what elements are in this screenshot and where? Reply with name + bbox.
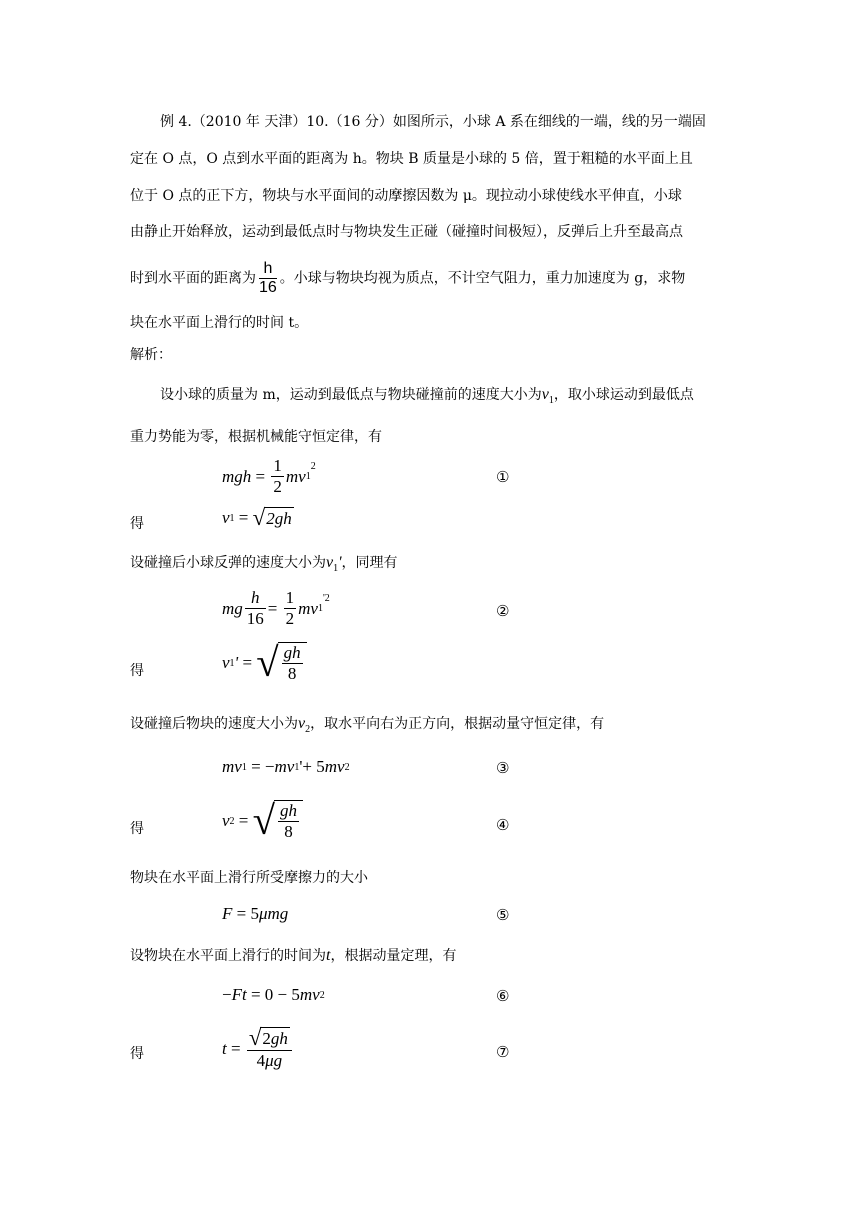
problem-line-5-a: 时到水平面的距离为 — [130, 270, 256, 287]
result-row-2 — [0, 640, 860, 700]
equation-1: mgh = $\frac{1}{2}$ mv 1 $^2$ — [222, 456, 316, 496]
problem-line-5-b: 。小球与物块均视为质点，不计空气阻力，重力加速度为 g，求物 — [279, 270, 686, 287]
solution-para-6: 设物块在水平面上滑行的时间为t，根据动量定理，有 — [130, 947, 457, 964]
problem-line-2: 定在 O 点，O 点到水平面的距离为 h。物块 B 质量是小球的 5 倍，置于粗糙的水平面上且 — [130, 151, 693, 167]
solution-para-5: 物块在水平面上滑行所受摩擦力的大小 — [130, 870, 368, 886]
result-row-1 — [0, 505, 860, 565]
equation-number-4: ④ — [496, 816, 510, 834]
result-v1-prime: v 1 ' = √ $\frac{gh}{8}$ — [222, 642, 307, 684]
equation-number-7: ⑦ — [496, 1043, 510, 1061]
de-label-1: 得 — [130, 516, 144, 532]
problem-line-5 — [130, 260, 685, 297]
equation-number-1: ① — [496, 468, 510, 486]
solution-heading: 解析： — [130, 347, 172, 363]
result-v1: v 1 = √ 2gh — [222, 505, 292, 530]
equation-2: mg $\frac{h}{16}$ = $\frac{1}{2}$ mv 1 $^{'2}$ — [222, 588, 330, 628]
equation-7: t = √ 2 gh 4μg — [222, 1027, 294, 1071]
equation-row-2 — [0, 582, 860, 642]
de-label-3: 得 — [130, 821, 144, 837]
problem-line-4: 由静止开始释放，运动到最低点时与物块发生正碰（碰撞时间极短），反弹后上升至最高点 — [130, 224, 683, 240]
equation-number-2: ② — [496, 602, 510, 620]
equation-3: mv 1 = − mv 1 '+ 5 mv 2 — [222, 757, 350, 776]
equation-number-3: ③ — [496, 759, 510, 777]
solution-para-4: 设碰撞后物块的速度大小为$v_2$，取水平向右为正方向，根据动量守恒定律，有 — [130, 715, 605, 736]
equation-number-6: ⑥ — [496, 987, 510, 1005]
equation-5: F = 5 μmg — [222, 904, 289, 923]
equation-row-7 — [0, 1025, 860, 1085]
equation-row-1 — [0, 448, 860, 508]
solution-para-3: 设碰撞后小球反弹的速度大小为$v_1'$，同理有 — [130, 554, 398, 575]
solution-para-2: 重力势能为零，根据机械能守恒定律，有 — [130, 429, 382, 445]
height-fraction-num: h — [263, 260, 273, 277]
de-label-4: 得 — [130, 1046, 144, 1062]
height-fraction — [259, 260, 277, 297]
problem-line-1: 例 4.（2010 年 天津）10.（16 分）如图所示，小球 A 系在细线的一端，线的另一端固 — [160, 114, 706, 130]
equation-row-4 — [0, 798, 860, 858]
solution-para-1: 设小球的质量为 m，运动到最低点与物块碰撞前的速度大小为$v_1$，取小球运动到最低点 — [160, 386, 694, 407]
de-label-2: 得 — [130, 663, 144, 679]
equation-number-5: ⑤ — [496, 906, 510, 924]
problem-line-3: 位于 O 点的正下方，物块与水平面间的动摩擦因数为 μ。现拉动小球使线水平伸直，小球 — [130, 188, 682, 204]
problem-line-6: 块在水平面上滑行的时间 t。 — [130, 315, 309, 331]
equation-4: v 2 = √ $\frac{gh}{8}$ — [222, 800, 303, 842]
height-fraction-den: 16 — [259, 279, 277, 296]
equation-6: − Ft = 0 − 5 mv 2 — [222, 985, 325, 1004]
